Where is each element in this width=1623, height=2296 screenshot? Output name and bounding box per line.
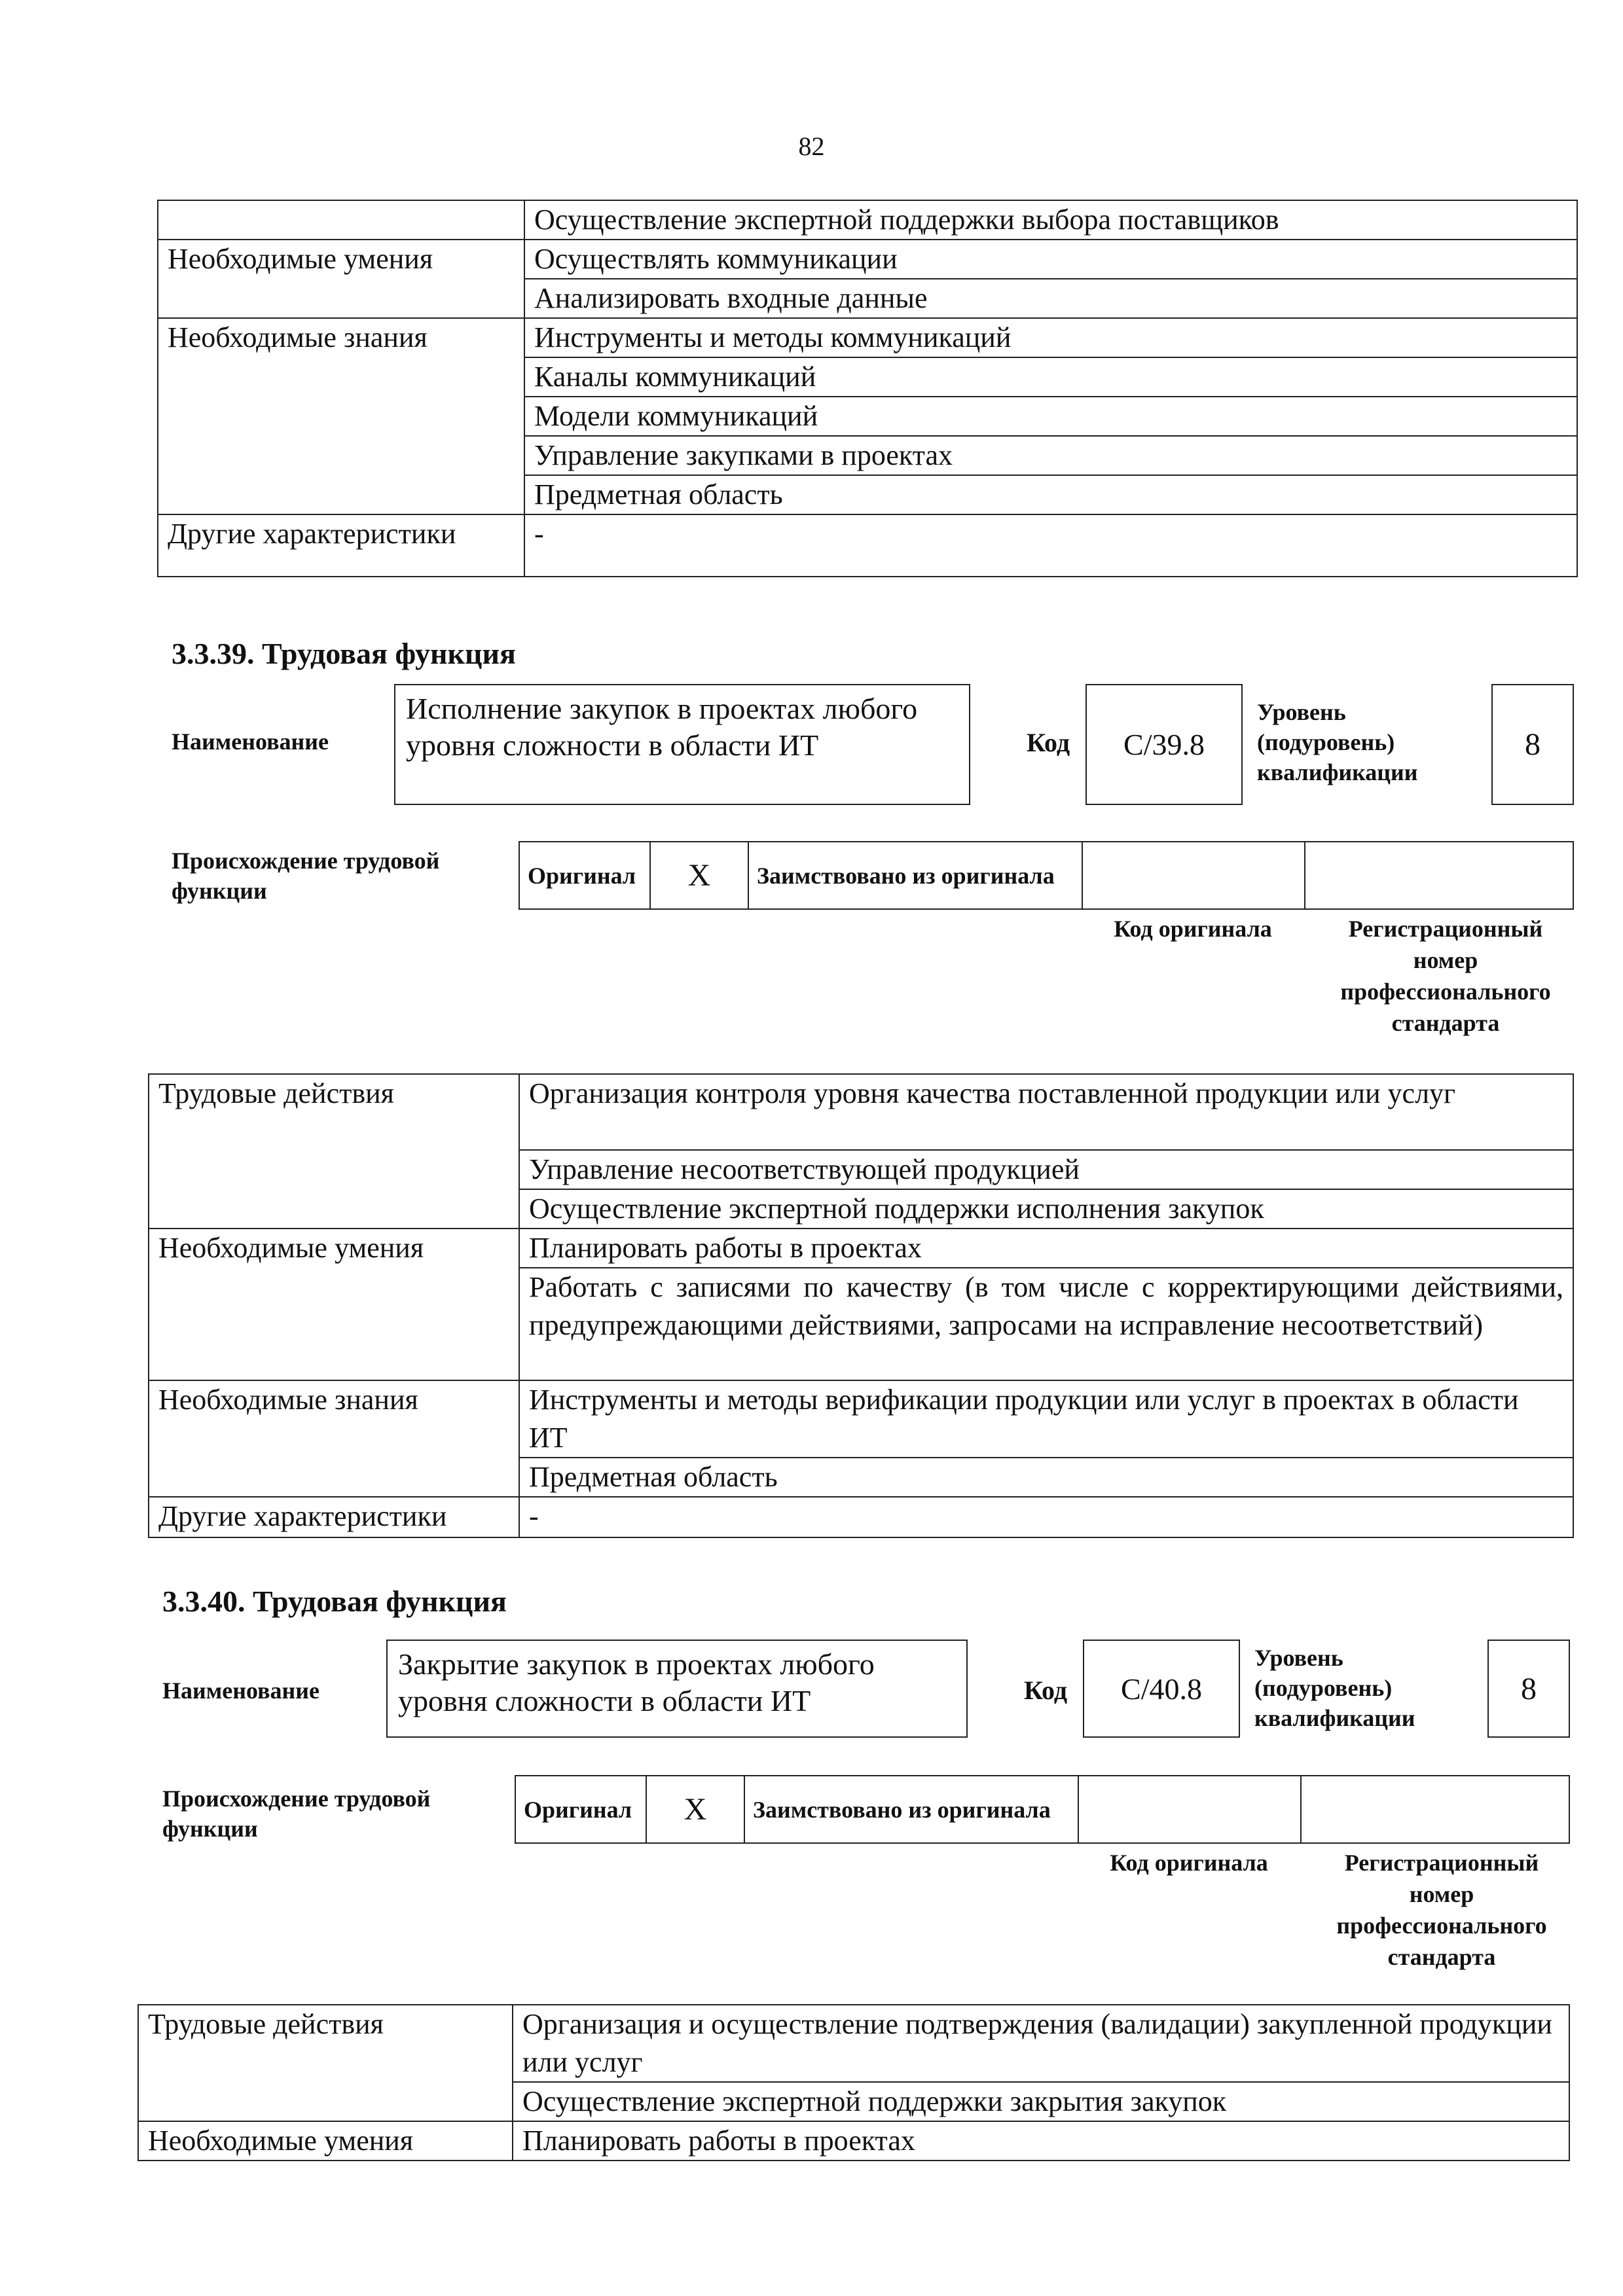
table-cell: Модели коммуникаций <box>524 397 1577 436</box>
table-cell: Предметная область <box>519 1458 1573 1497</box>
registration-number-cell <box>1301 1776 1569 1843</box>
table-continuation <box>157 200 1578 577</box>
original-mark: X <box>646 1776 744 1843</box>
table-cell: Управление закупками в проектах <box>524 436 1577 475</box>
table-cell: Анализировать входные данные <box>524 279 1577 318</box>
registration-caption-39: Регистрационный номер профессионального стандарта <box>1340 916 1551 1036</box>
original-code-cell <box>1082 842 1305 909</box>
table-label: Необходимые умения <box>158 240 524 279</box>
table-cell: Осуществление экспертной поддержки выбора поставщиков <box>524 200 1577 240</box>
code-box-40: С/40.8 <box>1083 1640 1240 1738</box>
original-cell: Оригинал <box>519 842 650 909</box>
origin-label-39: Происхождение трудовой функции <box>172 848 440 904</box>
table-label: Трудовые действия <box>138 2005 513 2082</box>
table-label: Другие характеристики <box>158 514 524 577</box>
original-cell: Оригинал <box>515 1776 646 1843</box>
registration-caption-40: Регистрационный номер профессионального стандарта <box>1336 1850 1547 1970</box>
level-box-40: 8 <box>1487 1640 1570 1738</box>
table-cell: - <box>524 514 1577 577</box>
table-cell: Организация контроля уровня качества поставленной продукции или услуг <box>519 1074 1573 1150</box>
table-label: Трудовые действия <box>149 1074 519 1150</box>
level-box-39: 8 <box>1491 684 1574 805</box>
name-label-40: Наименование <box>162 1677 319 1704</box>
borrowed-cell: Заимствовано из оригинала <box>748 842 1082 909</box>
table-cell: Осуществление экспертной поддержки закрытия закупок <box>513 2082 1569 2121</box>
table-function-39 <box>148 1073 1574 1538</box>
section-title-40: 3.3.40. Трудовая функция <box>162 1585 507 1618</box>
level-label-40: Уровень (подуровень) квалификации <box>1254 1645 1415 1731</box>
table-cell: Управление несоответствующей продукцией <box>519 1150 1573 1189</box>
code-label-39: Код <box>1027 728 1070 757</box>
registration-number-cell <box>1305 842 1573 909</box>
table-function-40 <box>137 2004 1570 2161</box>
table-label: Другие характеристики <box>149 1497 519 1537</box>
table-cell: Инструменты и методы верификации продукции или услуг в проектах в области ИТ <box>519 1380 1573 1458</box>
table-cell: Организация и осуществление подтверждения (валидации) закупленной продукции или услуг <box>513 2005 1569 2082</box>
name-label-39: Наименование <box>172 728 329 755</box>
table-cell: Планировать работы в проектах <box>513 2121 1569 2161</box>
code-label-40: Код <box>1024 1676 1068 1705</box>
table-cell: Осуществлять коммуникации <box>524 240 1577 279</box>
origin-table-40 <box>515 1775 1570 1844</box>
original-code-cell <box>1078 1776 1301 1843</box>
page-number: 82 <box>798 132 825 161</box>
table-cell: - <box>519 1497 1573 1537</box>
table-cell: Каналы коммуникаций <box>524 357 1577 397</box>
code-box-39: С/39.8 <box>1085 684 1243 805</box>
table-label: Необходимые умения <box>138 2121 513 2161</box>
origin-table-39 <box>519 841 1574 910</box>
table-label <box>158 200 524 240</box>
table-label: Необходимые умения <box>149 1229 519 1268</box>
table-cell: Осуществление экспертной поддержки исполнения закупок <box>519 1189 1573 1229</box>
borrowed-cell: Заимствовано из оригинала <box>744 1776 1078 1843</box>
original-mark: X <box>650 842 748 909</box>
level-label-39: Уровень (подуровень) квалификации <box>1257 699 1418 785</box>
function-name-box-39: Исполнение закупок в проектах любого уровня сложности в области ИТ <box>394 684 970 805</box>
code-original-caption-39: Код оригинала <box>1114 916 1272 942</box>
table-cell: Работать с записями по качеству (в том числе с корректирующими действиями, предупреждающими действиями, запросами на исправление несоответствий) <box>519 1268 1573 1380</box>
table-label: Необходимые знания <box>149 1380 519 1458</box>
table-label: Необходимые знания <box>158 318 524 357</box>
table-cell: Инструменты и методы коммуникаций <box>524 318 1577 357</box>
origin-label-40: Происхождение трудовой функции <box>162 1785 431 1842</box>
table-cell: Планировать работы в проектах <box>519 1229 1573 1268</box>
section-title-39: 3.3.39. Трудовая функция <box>172 637 516 670</box>
table-cell: Предметная область <box>524 475 1577 514</box>
function-name-box-40: Закрытие закупок в проектах любого уровня сложности в области ИТ <box>386 1640 968 1738</box>
code-original-caption-40: Код оригинала <box>1110 1850 1268 1876</box>
